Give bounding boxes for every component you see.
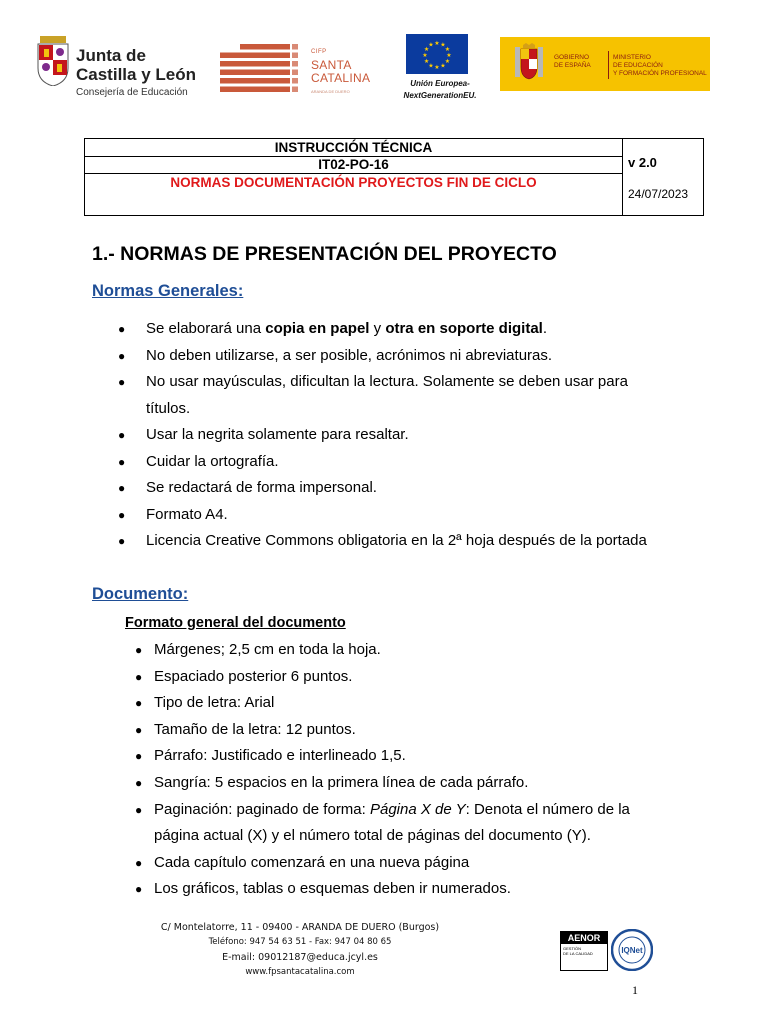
page-footer <box>120 920 480 980</box>
cifp-building-icon <box>220 40 304 96</box>
bullet-icon: ● <box>118 507 126 522</box>
cifp-location: ARANDA DE DUERO <box>311 89 350 94</box>
svg-text:★: ★ <box>446 53 452 59</box>
eu-caption <box>398 78 482 102</box>
castilla-leon-shield-icon <box>36 36 70 86</box>
cifp-name-line2: CATALINA <box>311 71 371 85</box>
gobierno-divider <box>608 51 609 79</box>
list-item: ● Los gráficos, tablas o esquemas deben ir numerados. <box>92 876 732 903</box>
normas-generales-list <box>92 316 732 555</box>
svg-text:★: ★ <box>444 47 451 53</box>
list-item: ● Párrafo: Justificado e interlineado 1,5. <box>92 743 732 770</box>
list-item: ● Tipo de letra: Arial <box>92 690 732 717</box>
bullet-icon: ● <box>135 882 143 897</box>
list-item: ● Cada capítulo comenzará en una nueva página <box>92 850 732 877</box>
jcyl-line2: Castilla y León <box>76 65 196 84</box>
formato-general-subheading: Formato general del documento <box>125 615 346 631</box>
list-item: ● Formato A4. <box>92 502 732 529</box>
bullet-icon: ● <box>118 322 126 336</box>
list-item: ● Licencia Creative Commons obligatoria en la 2ª hoja después de la portada <box>92 528 732 555</box>
bullet-icon: ● <box>118 481 126 495</box>
iqnet-certification-logo <box>611 929 653 971</box>
aenor-caption <box>561 944 607 956</box>
document-date: 24/07/2023 <box>628 187 689 201</box>
jcyl-wordmark <box>76 46 196 84</box>
documento-heading: Documento: <box>92 585 189 603</box>
list-item: ● No usar mayúsculas, dificultan la lectura. Solamente se deben usar para títulos. <box>92 369 732 422</box>
bullet-icon: ● <box>118 428 126 442</box>
gobierno-espana-logo <box>500 37 710 91</box>
bullet-icon: ● <box>135 749 143 764</box>
list-item: ● No deben utilizarse, a ser posible, acrónimos ni abreviaturas. <box>92 343 732 370</box>
page-number: 1 <box>632 983 638 997</box>
eu-line1: Unión Europea- <box>410 79 470 88</box>
list-item: ● Espaciado posterior 6 puntos. <box>92 664 732 691</box>
aenor-line1: GESTIÓN <box>563 946 582 951</box>
bullet-icon: ● <box>135 855 143 870</box>
normas-generales-heading: Normas Generales: <box>92 282 244 300</box>
svg-text:★: ★ <box>428 42 434 49</box>
list-item: ● Se redactará de forma impersonal. <box>92 475 732 502</box>
bullet-icon: ● <box>118 348 126 363</box>
jcyl-subtitle: Consejería de Educación <box>76 87 188 98</box>
bullet-icon: ● <box>135 669 143 684</box>
bullet-icon: ● <box>135 722 143 737</box>
bullet-icon: ● <box>118 534 126 548</box>
bullet-icon: ● <box>118 375 126 389</box>
svg-text:★: ★ <box>428 63 434 70</box>
iqnet-seal-icon <box>611 929 653 971</box>
bullet-icon: ● <box>135 775 143 790</box>
document-title: NORMAS DOCUMENTACIÓN PROYECTOS FIN DE CICLO <box>170 175 537 190</box>
junta-castilla-leon-logo <box>36 36 206 100</box>
svg-text:★: ★ <box>440 42 446 49</box>
instruction-type: INSTRUCCIÓN TÉCNICA <box>85 139 622 157</box>
aenor-line2: DE LA CALIDAD <box>563 951 593 956</box>
list-item: ● Usar la negrita solamente para resaltar. <box>92 422 732 449</box>
list-item: ● Cuidar la ortografía. <box>92 449 732 476</box>
ministerio-line1: MINISTERIO <box>613 54 651 61</box>
jcyl-line1: Junta de <box>76 46 146 65</box>
bullet-icon: ● <box>135 696 143 711</box>
list-item: ● Sangría: 5 espacios en la primera línea de cada párrafo. <box>92 770 732 797</box>
footer-email-label: E-mail: <box>222 952 259 963</box>
svg-text:★: ★ <box>434 65 440 71</box>
iqnet-label: IQNet <box>621 946 643 955</box>
svg-text:★: ★ <box>423 59 430 65</box>
cifp-wordmark <box>311 46 370 98</box>
gobierno-label <box>554 54 591 70</box>
svg-text:★: ★ <box>423 47 430 53</box>
ministerio-line2: DE EDUCACIÓN <box>613 62 663 69</box>
gobierno-line2: DE ESPAÑA <box>554 62 591 69</box>
spain-coat-of-arms-icon <box>512 43 546 85</box>
cifp-santa-catalina-logo <box>220 40 370 96</box>
footer-email[interactable]: 09012187@educa.jcyl.es <box>258 952 378 963</box>
document-version: v 2.0 <box>628 155 657 170</box>
footer-website[interactable]: www.fpsantacatalina.com <box>245 967 355 977</box>
footer-email-line <box>120 950 480 965</box>
list-item: ● Paginación: paginado de forma: Página X de Y: Denota el número de la página actual (X) y el número total de páginas del documento (Y). <box>92 797 732 850</box>
svg-text:★: ★ <box>422 53 428 59</box>
section-title: 1.- NORMAS DE PRESENTACIÓN DEL PROYECTO <box>92 243 557 265</box>
document-title-block <box>84 138 704 216</box>
svg-text:★: ★ <box>444 59 451 65</box>
aenor-certification-logo <box>560 931 608 971</box>
bullet-icon: ● <box>135 802 143 817</box>
cifp-small-label: CIFP <box>311 49 327 55</box>
bullet-icon: ● <box>135 643 143 657</box>
list-item: ● Tamaño de la letra: 12 puntos. <box>92 717 732 744</box>
list-item: ● Se elaborará una copia en papel y otra en soporte digital. <box>92 316 732 343</box>
documento-list <box>92 637 732 903</box>
title-block-left <box>85 139 623 215</box>
footer-address: C/ Montelatorre, 11 - 09400 - ARANDA DE DUERO (Burgos) <box>160 922 440 933</box>
svg-text:★: ★ <box>440 63 446 70</box>
svg-text:★: ★ <box>434 41 440 47</box>
bullet-icon: ● <box>118 454 126 469</box>
footer-phone: Teléfono: 947 54 63 51 - Fax: 947 04 80 65 <box>208 937 392 947</box>
eu-flag-icon <box>406 34 468 74</box>
ministerio-label <box>613 54 707 78</box>
eu-nextgeneration-logo <box>398 34 488 102</box>
ministerio-line3: Y FORMACIÓN PROFESIONAL <box>613 70 707 77</box>
eu-line2: NextGenerationEU. <box>403 91 477 100</box>
aenor-brand: AENOR <box>561 932 607 944</box>
cifp-name-line1: SANTA <box>311 58 352 72</box>
list-item: ● Márgenes; 2,5 cm en toda la hoja. <box>92 637 732 664</box>
gobierno-line1: GOBIERNO <box>554 54 590 61</box>
document-code: IT02-PO-16 <box>85 157 622 174</box>
